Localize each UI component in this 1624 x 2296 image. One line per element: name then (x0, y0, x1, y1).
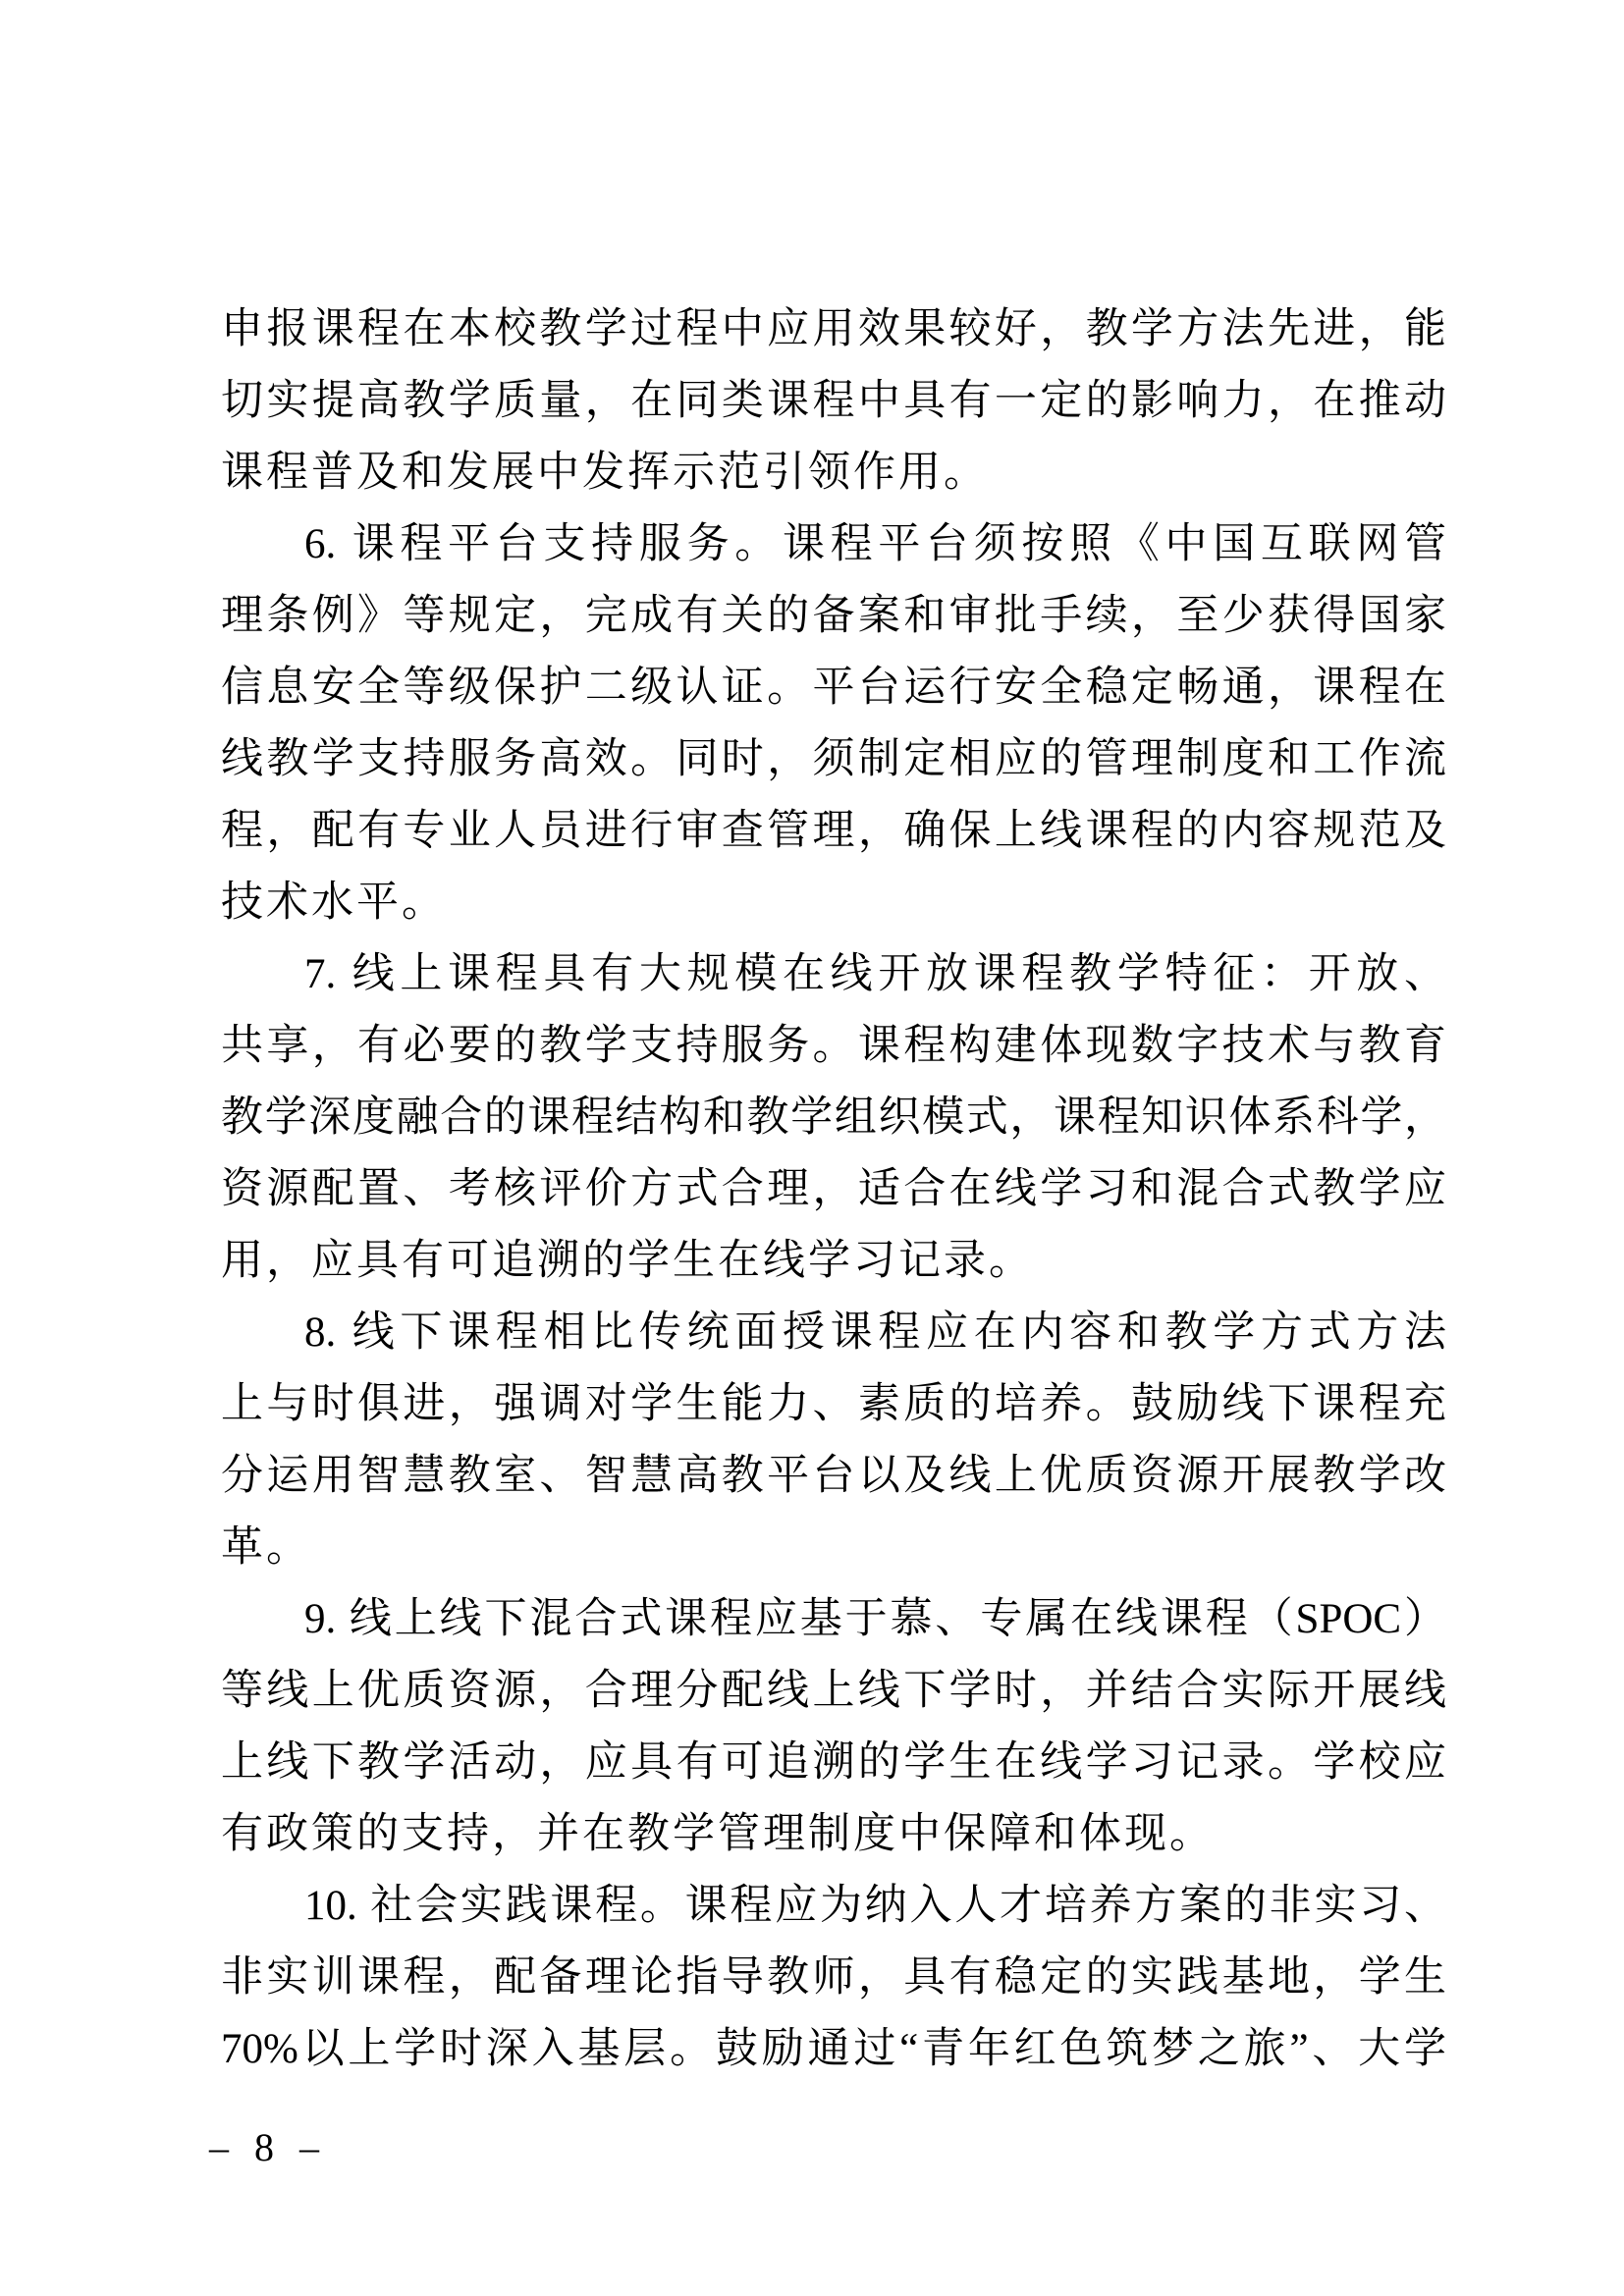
text-line: 资源配置、考核评价方式合理，适合在线学习和混合式教学应 (221, 1166, 1446, 1212)
text-line-item-10: 10. 社会实践课程。课程应为纳入人才培养方案的非实习、 (304, 1883, 1446, 1929)
page-number: – 8 – (209, 2125, 327, 2169)
text-line: 用，应具有可追溯的学生在线学习记录。 (221, 1238, 1034, 1284)
text-line: 教学深度融合的课程结构和教学组织模式，课程知识体系科学， (221, 1095, 1446, 1141)
text-line-item-6: 6. 课程平台支持服务。课程平台须按照《中国互联网管 (304, 521, 1446, 567)
document-body (221, 294, 1446, 2085)
text-line: 理条例》等规定，完成有关的备案和审批手续，至少获得国家 (221, 593, 1446, 639)
text-line: 有政策的支持，并在教学管理制度中保障和体现。 (221, 1811, 1215, 1857)
text-line: 分运用智慧教室、智慧高教平台以及线上优质资源开展教学改 (221, 1453, 1446, 1499)
text-line: 共享，有必要的教学支持服务。课程构建体现数字技术与教育 (221, 1023, 1446, 1069)
text-line: 申报课程在本校教学过程中应用效果较好，教学方法先进，能 (221, 306, 1446, 352)
text-line-item-8: 8. 线下课程相比传统面授课程应在内容和教学方式方法 (304, 1309, 1446, 1356)
text-line: 非实训课程，配备理论指导教师，具有稳定的实践基地，学生 (221, 1954, 1446, 2001)
text-line: 课程普及和发展中发挥示范引领作用。 (221, 450, 989, 496)
text-line: 切实提高教学质量，在同类课程中具有一定的影响力，在推动 (221, 378, 1446, 424)
text-line: 70%以上学时深入基层。鼓励通过“青年红色筑梦之旅”、大学 (221, 2026, 1446, 2072)
text-line: 技术水平。 (221, 880, 447, 926)
text-line-item-9: 9. 线上线下混合式课程应基于慕、专属在线课程（SPOC） (304, 1596, 1446, 1642)
text-line: 等线上优质资源，合理分配线上线下学时，并结合实际开展线 (221, 1668, 1446, 1714)
text-line: 程，配有专业人员进行审查管理，确保上线课程的内容规范及 (221, 808, 1446, 854)
text-line: 上与时俱进，强调对学生能力、素质的培养。鼓励线下课程充 (221, 1381, 1446, 1427)
text-line-item-7: 7. 线上课程具有大规模在线开放课程教学特征：开放、 (304, 951, 1446, 997)
text-line: 信息安全等级保护二级认证。平台运行安全稳定畅通，课程在 (221, 665, 1446, 711)
text-line: 上线下教学活动，应具有可追溯的学生在线学习记录。学校应 (221, 1739, 1446, 1786)
text-line: 线教学支持服务高效。同时，须制定相应的管理制度和工作流 (221, 736, 1446, 782)
text-line: 革。 (221, 1524, 311, 1571)
